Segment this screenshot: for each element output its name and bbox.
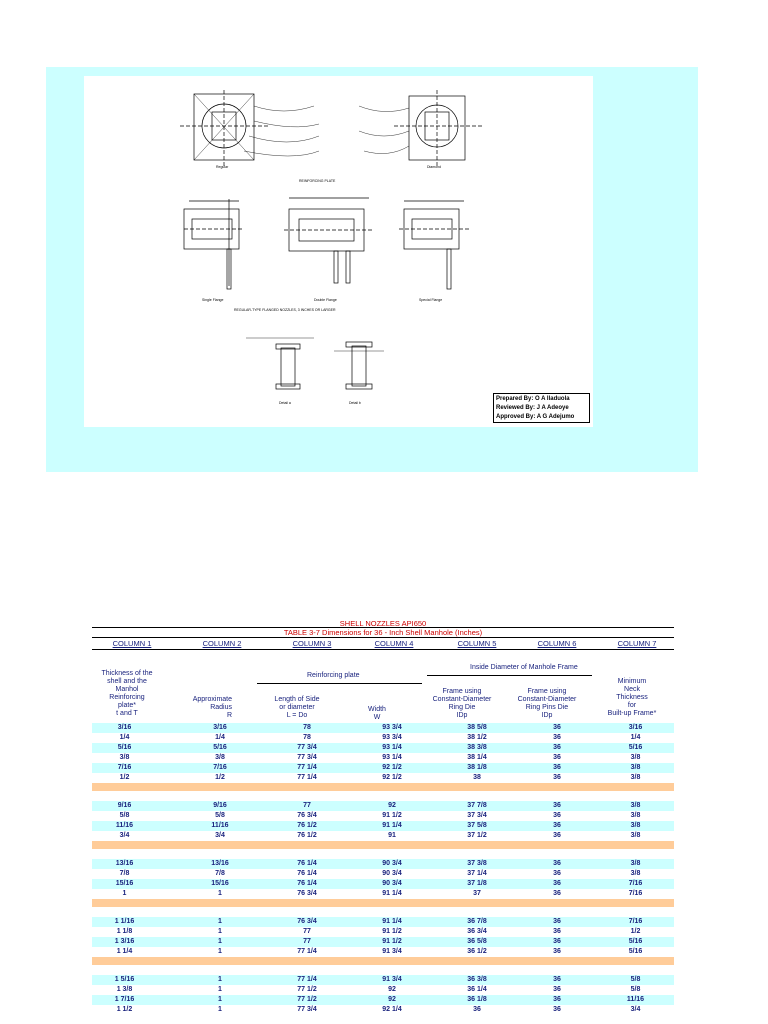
table-row [92,917,674,927]
header-line: Frame using [527,688,567,695]
table-cell: 37 3/8 [467,860,487,867]
table-row [92,879,674,889]
table-cell: 38 1/8 [467,764,487,771]
table-cell: 36 3/4 [467,928,487,935]
header-line: Ring Pins Die [525,704,569,711]
blank-row [92,965,674,975]
table-cell: 7/16 [628,880,643,887]
table-row [92,985,674,995]
table-cell: 36 [553,948,561,955]
detail-a-label: Detail a [279,401,291,405]
header-col5 [417,688,507,720]
table-cell: 77 1/2 [297,996,317,1003]
header-line: W [373,714,381,721]
table-cell: 37 1/2 [467,832,487,839]
table-cell: 1 [122,890,127,897]
table-cell: 13/16 [115,860,134,867]
header-line: Constant-Diameter [517,696,577,703]
table-cell: 77 1/4 [297,948,317,955]
approved-by: Approved By: A G Adejumo [496,414,575,420]
column-7-header: COLUMN 7 [617,639,657,648]
header-col7 [587,678,677,718]
table-cell: 76 1/4 [297,880,317,887]
table-cell: 3/16 [628,724,643,731]
table-cell: 93 1/4 [382,744,402,751]
table-cell: 5/16 [628,744,643,751]
table-cell: 11/16 [211,822,229,829]
table-cell: 5/16 [628,948,643,955]
table-cell: 36 [553,890,561,897]
table-cell: 1 1/8 [116,928,133,935]
group-separator [92,841,674,849]
table-row [92,937,674,947]
table-row [92,889,674,899]
table-cell: 76 1/2 [297,832,317,839]
header-line: shell and the [107,678,147,685]
table-cell: 1 1/16 [114,918,135,925]
table-cell: 36 7/8 [467,918,487,925]
table-cell: 1/4 [215,734,225,741]
table-cell: 37 1/4 [467,870,487,877]
header-line: Constant-Diameter [432,696,492,703]
table-cell: 36 [553,976,561,983]
header-line: plate* [118,702,136,709]
table-row [92,763,674,773]
header-line: Ring Die [448,704,476,711]
approval-box [493,393,590,423]
header-line: Built-up Frame* [607,710,657,717]
table-cell: 5/8 [630,986,641,993]
table-cell: 1 3/8 [116,986,133,993]
table-cell: 36 [553,860,561,867]
table-row [92,801,674,811]
header-line: R [226,712,232,719]
table-cell: 36 [553,802,561,809]
table-cell: 92 1/4 [382,1006,402,1013]
table-row [92,831,674,841]
header-col1 [92,670,162,718]
table-row [92,859,674,869]
table-cell: 91 [388,832,396,839]
table-cell: 92 [388,802,396,809]
header-line: Approximate [192,696,232,703]
group-separator [92,783,674,791]
table-cell: 76 3/4 [297,918,317,925]
table-cell: 36 [553,734,561,741]
table-row [92,723,674,733]
table-cell: 38 1/2 [467,734,487,741]
table-cell: 91 3/4 [382,976,402,983]
table-row [92,753,674,763]
table-cell: 36 [553,822,561,829]
table-cell: 1 [218,948,222,955]
table-cell: 36 1/8 [467,996,487,1003]
table-cell: 36 [553,832,561,839]
header-line: or diameter [279,704,315,711]
table-cell: 7/8 [119,870,130,877]
table-cell: 77 3/4 [297,1006,317,1013]
prepared-by: Prepared By: O A Iladuola [496,396,570,402]
table-cell: 1 1/2 [116,1006,133,1013]
table-row [92,947,674,957]
table-row [92,811,674,821]
table-row [92,975,674,985]
table-cell: 13/16 [211,860,229,867]
column-3-header: COLUMN 3 [292,639,332,648]
table-cell: 7/8 [215,870,225,877]
table-cell: 36 1/4 [467,986,487,993]
table-cell: 93 3/4 [382,734,402,741]
table-cell: 37 [473,890,481,897]
header-col3 [257,696,337,720]
table-cell: 76 1/4 [297,860,317,867]
table-cell: 5/16 [117,744,132,751]
table-cell: 92 1/2 [382,774,402,781]
table-cell: 77 1/4 [297,976,317,983]
nozzle-caption: REGULAR-TYPE FLANGED NOZZLES, 3 INCHES OR LARGER [234,308,336,312]
drawing-sheet [84,76,593,427]
regular-label: Regular [216,165,229,169]
table-row [92,773,674,783]
table-cell: 36 [553,928,561,935]
table-cell: 3/8 [630,860,641,867]
table-cell: 77 3/4 [297,754,317,761]
header-col4 [337,706,417,722]
table-cell: 3/4 [630,1006,641,1013]
engineering-drawing [84,76,593,427]
table-row [92,869,674,879]
header-col6 [502,688,592,720]
table-cell: 36 3/8 [467,976,487,983]
table-cell: 92 1/2 [382,764,402,771]
table-cell: 5/8 [119,812,130,819]
header-col2 [172,696,232,720]
table-cell: 37 1/8 [467,880,487,887]
reviewed-by: Reviewed By: J A Adeoye [496,405,569,411]
table-cell: 11/16 [626,996,645,1003]
group-separator [92,957,674,965]
header-line: t and T [116,710,138,717]
detail-b-label: Detail b [349,401,361,405]
table-cell: 5/16 [213,744,227,751]
header-line: Manhol [115,686,139,693]
table-cell: 38 5/8 [467,724,487,731]
table-cell: 78 [303,724,311,731]
header-line: Frame using [442,688,482,695]
table-cell: 7/16 [117,764,132,771]
table-cell: 76 1/4 [297,870,317,877]
table-cell: 3/8 [630,764,641,771]
header-line: Length of Side [274,696,320,703]
table-cell: 93 3/4 [382,724,402,731]
column-4-header: COLUMN 4 [374,639,414,648]
table-cell: 37 7/8 [467,802,487,809]
table-cell: 1 [218,928,222,935]
table-cell: 9/16 [213,802,227,809]
double-flange-label: Double Flange [314,298,337,302]
table-cell: 5/8 [215,812,225,819]
group-separator [92,899,674,907]
table-row [92,821,674,831]
table-cell: 1 [218,976,222,983]
table-cell: 1/2 [630,928,641,935]
table-cell: 77 3/4 [297,744,317,751]
table-cell: 36 [553,754,561,761]
table-cell: 3/8 [630,802,641,809]
column-1-header: COLUMN 1 [112,639,152,648]
table-cell: 3/8 [630,774,641,781]
table-cell: 1 1/4 [116,948,133,955]
table-cell: 15/16 [115,880,134,887]
table-cell: 3/8 [630,754,641,761]
table-cell: 36 [553,986,561,993]
reinforcing-plate-label: REINFORCING PLATE [299,179,336,183]
table-cell: 77 1/4 [297,764,317,771]
single-flange-label: Single Flange [202,298,224,302]
table-cell: 1/2 [119,774,130,781]
table-cell: 76 3/4 [297,890,317,897]
header-line: IDp [541,712,553,719]
table-cell: 36 [553,938,561,945]
table-cell: 91 1/2 [382,812,402,819]
table-cell: 38 [473,774,481,781]
table-cell: 36 [553,918,561,925]
table-cell: 76 1/2 [297,822,317,829]
table-cell: 77 1/4 [297,774,317,781]
table-cell: 36 [553,880,561,887]
table-cell: 36 [553,812,561,819]
drawing-panel [46,67,698,472]
table-cell: 11/16 [115,822,134,829]
table-cell: 91 1/2 [382,928,402,935]
header-line: Thickness of the [101,670,153,677]
table-super-title: SHELL NOZZLES API650 [339,619,427,628]
table-cell: 1 [218,986,222,993]
table-row [92,743,674,753]
header-line: for [627,702,637,709]
header-line: Reinforcing [109,694,145,701]
table-cell: 36 [553,744,561,751]
blank-row [92,907,674,917]
table-cell: 91 3/4 [382,948,402,955]
table-title: TABLE 3-7 Dimensions for 36 - Inch Shell Manhole (Inches) [92,627,674,638]
column-5-header: COLUMN 5 [457,639,497,648]
table-cell: 3/8 [630,822,641,829]
table-cell: 1/4 [630,734,641,741]
table-cell: 36 5/8 [467,938,487,945]
table-cell: 1 [218,890,222,897]
table-cell: 3/4 [119,832,130,839]
blank-row [92,849,674,859]
table-cell: 36 [553,996,561,1003]
table-cell: 37 3/4 [467,812,487,819]
table-cell: 78 [303,734,311,741]
table-cell: 7/16 [213,764,227,771]
table-cell: 90 3/4 [382,880,402,887]
table-cell: 3/8 [630,870,641,877]
table-row [92,733,674,743]
header-line: L = Do [286,712,308,719]
header-line: Minimum [617,678,647,685]
table-cell: 3/16 [213,724,227,731]
header-line: Radius [210,704,232,711]
table-cell: 3/8 [630,832,641,839]
table-cell: 91 1/4 [382,918,402,925]
table-cell: 7/16 [628,890,643,897]
reinforcing-plate-header: Reinforcing plate [307,672,360,679]
table-cell: 1 3/16 [114,938,135,945]
table-cell: 1 5/16 [114,976,135,983]
table-cell: 15/16 [211,880,229,887]
table-cell: 36 [553,870,561,877]
header-line: Width [368,706,386,713]
table-cell: 5/16 [628,938,643,945]
table-cell: 7/16 [628,918,643,925]
table-cell: 92 [388,996,396,1003]
table-cell: 38 1/4 [467,754,487,761]
table-cell: 1/2 [215,774,225,781]
table-cell: 1 [218,1006,222,1013]
table-row [92,927,674,937]
table-cell: 36 [553,1006,561,1013]
column-6-header: COLUMN 6 [537,639,577,648]
table-row [92,995,674,1005]
table-cell: 91 1/4 [382,890,402,897]
table-cell: 3/8 [630,812,641,819]
table-cell: 3/4 [215,832,225,839]
table-cell: 1 7/16 [114,996,135,1003]
header-line: Neck [624,686,640,693]
table-cell: 36 [473,1006,481,1013]
table-cell: 3/16 [117,724,132,731]
table-cell: 1 [218,996,222,1003]
special-flange-label: Special Flange [419,298,443,302]
table-cell: 76 3/4 [297,812,317,819]
header-line: IDp [456,712,468,719]
table-cell: 38 3/8 [467,744,487,751]
table-cell: 77 [303,802,311,809]
table-cell: 3/8 [119,754,130,761]
table-cell: 90 3/4 [382,870,402,877]
table-row [92,1005,674,1015]
blank-row [92,791,674,801]
table-cell: 90 3/4 [382,860,402,867]
table-cell: 9/16 [117,802,132,809]
table-cell: 3/8 [215,754,225,761]
table-cell: 36 1/2 [467,948,487,955]
table-cell: 5/8 [630,976,641,983]
header-line: Thickness [616,694,648,701]
table-cell: 1/4 [119,734,130,741]
table-cell: 1 [218,938,222,945]
table-cell: 36 [553,774,561,781]
column-2-header: COLUMN 2 [202,639,242,648]
table-cell: 91 1/4 [382,822,402,829]
inside-diameter-header: Inside Diameter of Manhole Frame [470,664,578,671]
table-cell: 93 1/4 [382,754,402,761]
table-cell: 1 [218,918,222,925]
table-cell: 77 [303,938,311,945]
table-cell: 36 [553,764,561,771]
table-cell: 37 5/8 [467,822,487,829]
table-cell: 92 [388,986,396,993]
diamond-label: Diamond [427,165,442,169]
table-cell: 77 1/2 [297,986,317,993]
table-cell: 36 [553,724,561,731]
table-cell: 77 [303,928,311,935]
table-cell: 91 1/2 [382,938,402,945]
